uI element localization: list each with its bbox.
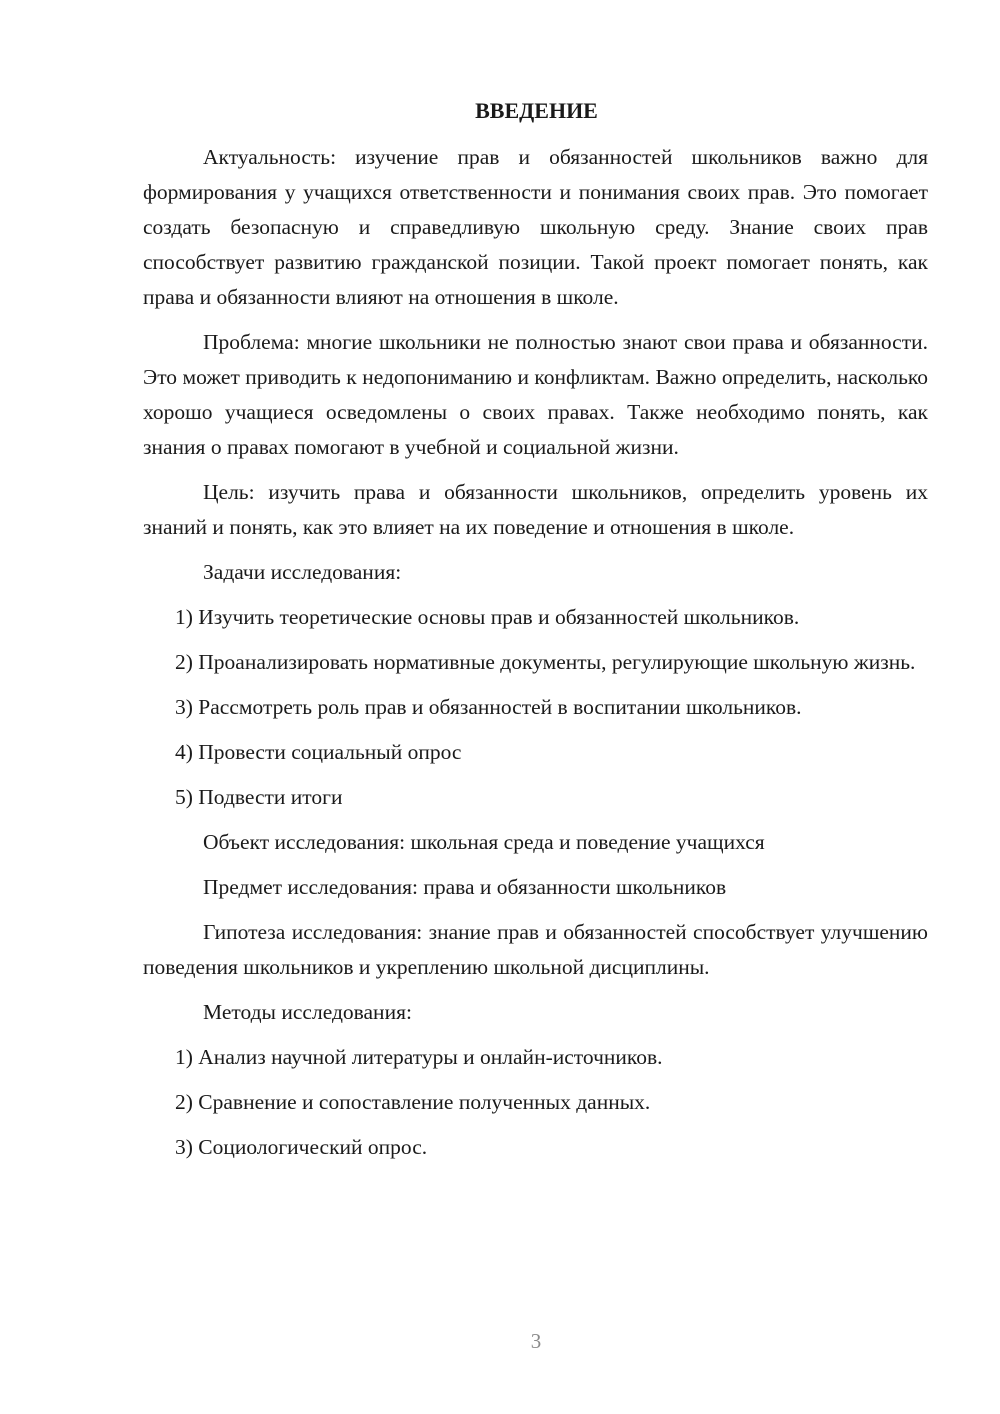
problem-paragraph: Проблема: многие школьники не полностью знают свои права и обязанности. Это может приводить к недопониманию и конфликтам. Важно определить, насколько хорошо учащиеся осведомлены о своих правах. Также необходимо понять, как знания о правах помогают в учебной и социальной жизни.	[143, 330, 928, 459]
subject-line: Предмет исследования: права и обязанности школьников	[203, 875, 727, 899]
document-page	[143, 96, 928, 1175]
task-item: 2) Проанализировать нормативные документы, регулирующие школьную жизнь.	[175, 650, 916, 674]
goal-paragraph: Цель: изучить права и обязанности школьников, определить уровень их знаний и понять, как это влияет на их поведение и отношения в школе.	[143, 480, 928, 539]
task-item: 5) Подвести итоги	[175, 785, 343, 809]
methods-heading: Методы исследования:	[203, 1000, 412, 1024]
page-number: 3	[530, 1329, 542, 1353]
hypothesis-paragraph: Гипотеза исследования: знание прав и обязанностей способствует улучшению поведения школьников и укреплению школьной дисциплины.	[143, 920, 928, 979]
method-item: 2) Сравнение и сопоставление полученных данных.	[175, 1090, 651, 1114]
method-item: 3) Социологический опрос.	[175, 1135, 428, 1159]
object-line: Объект исследования: школьная среда и поведение учащихся	[203, 830, 765, 854]
page-title: ВВЕДЕНИЕ	[475, 98, 598, 123]
tasks-heading: Задачи исследования:	[203, 560, 402, 584]
task-item: 1) Изучить теоретические основы прав и обязанностей школьников.	[175, 605, 800, 629]
task-item: 4) Провести социальный опрос	[175, 740, 462, 764]
relevance-paragraph: Актуальность: изучение прав и обязанностей школьников важно для формирования у учащихся ответственности и понимания своих прав. Это помогает создать безопасную и справедливую школьную среду. Знание своих прав способствует развитию гражданской позиции. Такой проект помогает понять, как права и обязанности влияют на отношения в школе.	[143, 145, 928, 309]
method-item: 1) Анализ научной литературы и онлайн-источников.	[175, 1045, 663, 1069]
task-item: 3) Рассмотреть роль прав и обязанностей в воспитании школьников.	[175, 695, 802, 719]
